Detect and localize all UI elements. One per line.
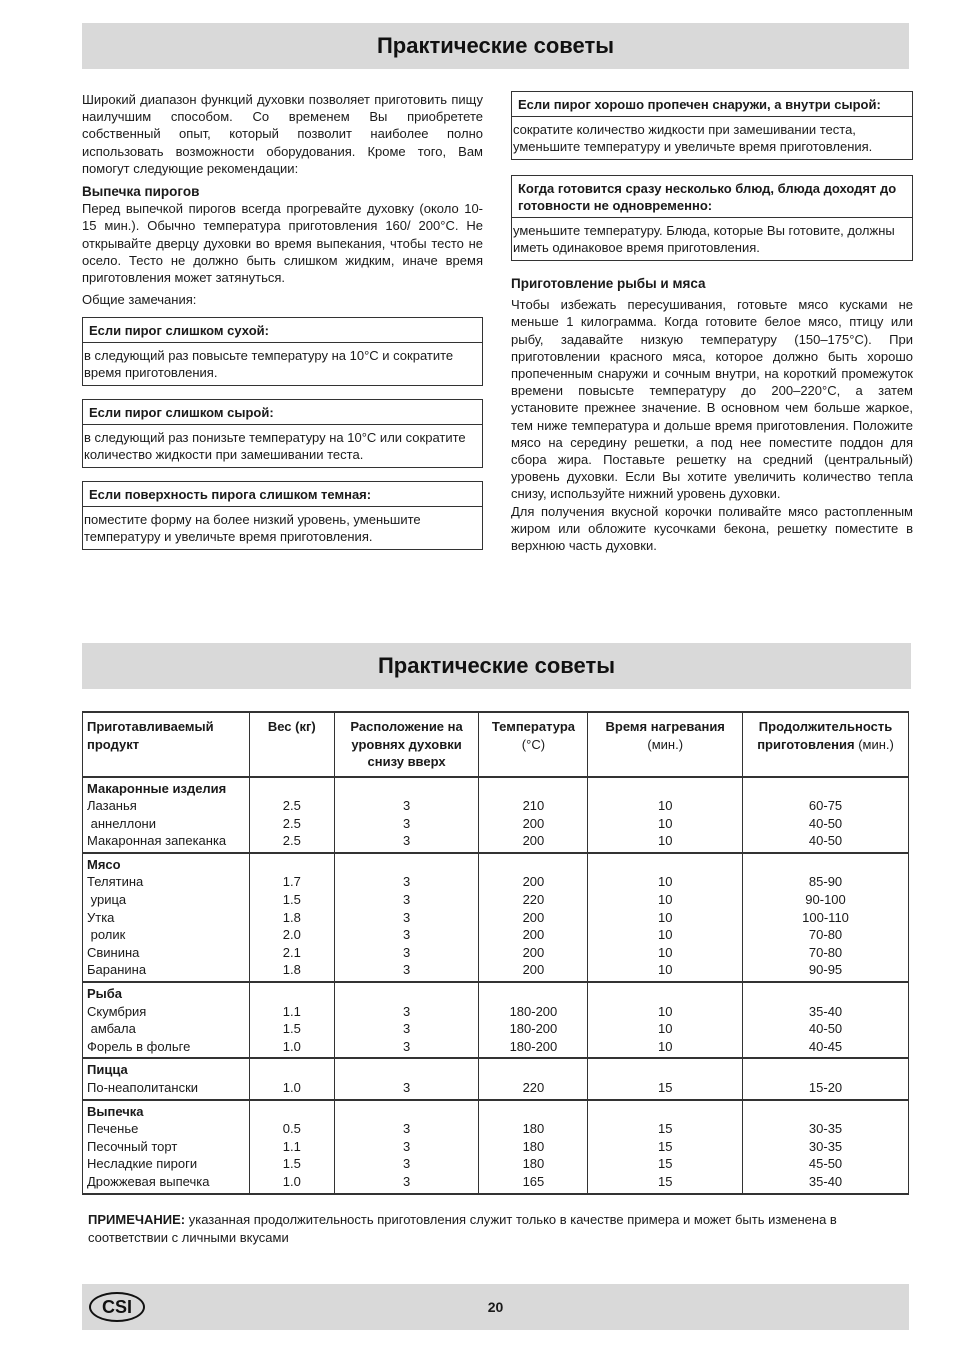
cell-preheat bbox=[588, 853, 743, 982]
table-group bbox=[83, 853, 909, 982]
product-name: Лазанья bbox=[87, 798, 137, 814]
value-level: 3 bbox=[402, 892, 411, 908]
cell-product bbox=[83, 1058, 250, 1099]
value-temp: 220 bbox=[522, 1080, 545, 1095]
value-temp: 200 bbox=[522, 833, 545, 849]
value-temp: 180-200 bbox=[509, 1003, 558, 1019]
table-header-row bbox=[83, 712, 909, 777]
left-column bbox=[82, 91, 483, 550]
cell-duration bbox=[743, 1058, 909, 1099]
value-temp: 200 bbox=[522, 944, 545, 960]
cell-temp bbox=[479, 982, 588, 1058]
value-level: 3 bbox=[402, 927, 411, 943]
value-weight: 1.8 bbox=[282, 909, 301, 925]
value-duration: 90-95 bbox=[808, 962, 843, 978]
group-title: Выпечка bbox=[87, 1103, 144, 1119]
meat-text: Чтобы избежать пересушивания, готовьте мясо кусками не меньше 1 килограмма. Когда готовите белое мясо, птицу или рыбу, задавайте низкую температуру (150–175°С). При приготовлении красного мяса, которое должно быть хорошо пропеченным снаружи и сочным внутри, на короткий промежуток времени повысьте температуру до 200–220°С, а затем установите прежнее значение. В основном чем больше жаркое, тем ниже температура и дольше время приготовления. Положите мясо на середину решетки, а под нее поместите поддон для сбора жира. Поставьте решетку на средний (центральный) уровень духовки. Если Вы хотите увеличить количество тепла снизу, используйте нижний уровень духовки. bbox=[511, 297, 913, 502]
csi-logo: CSI bbox=[89, 1292, 145, 1322]
value-duration: 40-50 bbox=[808, 833, 843, 849]
value-level: 3 bbox=[402, 1003, 411, 1019]
value-level: 3 bbox=[402, 1038, 411, 1054]
cell-preheat bbox=[588, 982, 743, 1058]
right-tip-box bbox=[511, 91, 913, 160]
value-temp: 200 bbox=[522, 927, 545, 943]
product-name: По-неаполитански bbox=[87, 1080, 199, 1095]
cell-product bbox=[83, 853, 250, 982]
right-tip-box bbox=[511, 175, 913, 261]
value-weight: 2.0 bbox=[282, 927, 301, 943]
baking-text: Перед выпечкой пирогов всегда прогревайте духовку (около 10-15 мин.). Обычно температура приготовления 160/ 200°С. Не открывайте дверцу духовки во время выпекания, чтобы тесто не осело. Тесто не должно быть слишком жидким, иначе время приготовления может затянуться. bbox=[82, 201, 483, 286]
cell-preheat bbox=[588, 1058, 743, 1099]
note-label: ПРИМЕЧАНИЕ: bbox=[88, 1212, 186, 1227]
value-preheat: 10 bbox=[657, 927, 673, 943]
table-group-row bbox=[83, 982, 909, 1058]
value-temp: 180-200 bbox=[509, 1038, 558, 1054]
cell-product bbox=[83, 777, 250, 853]
cell-duration bbox=[743, 777, 909, 853]
product-name: Утка bbox=[87, 909, 115, 925]
product-name: ролик bbox=[87, 927, 126, 943]
cell-temp bbox=[479, 853, 588, 982]
cell-level bbox=[334, 982, 479, 1058]
tip-box-title: Если поверхность пирога слишком темная: bbox=[83, 482, 482, 507]
value-preheat: 10 bbox=[657, 944, 673, 960]
intro-text: Широкий диапазон функций духовки позволяет приготовить пищу наилучшим способом. Со временем Вы приобретете собственный опыт, который позволит наиболее полно использовать возможности оборудования. Кроме того, Вам помогут следующие рекомендации: bbox=[82, 92, 483, 176]
value-temp: 200 bbox=[522, 909, 545, 925]
tip-box-title: Если пирог хорошо пропечен снаружи, а внутри сырой: bbox=[512, 92, 912, 117]
cell-duration bbox=[743, 853, 909, 982]
value-duration: 30-35 bbox=[808, 1138, 843, 1154]
cell-weight bbox=[249, 777, 334, 853]
value-level: 3 bbox=[402, 1080, 411, 1095]
tip-box-title: Когда готовится сразу несколько блюд, блюда доходят до готовности не одновременно: bbox=[512, 176, 912, 218]
value-temp: 180 bbox=[522, 1138, 545, 1154]
value-duration: 15-20 bbox=[808, 1080, 843, 1095]
cell-level bbox=[334, 777, 479, 853]
group-title: Мясо bbox=[87, 856, 121, 872]
right-column bbox=[511, 91, 913, 554]
product-name: Несладкие пироги bbox=[87, 1156, 198, 1172]
table-group-row bbox=[83, 777, 909, 853]
left-tip-box bbox=[82, 399, 483, 468]
table-group bbox=[83, 777, 909, 853]
value-temp: 180 bbox=[522, 1121, 545, 1137]
right-tip-boxes bbox=[511, 91, 913, 261]
cell-weight bbox=[249, 853, 334, 982]
cooking-table bbox=[82, 711, 909, 1195]
tip-box-body: сократите количество жидкости при замешивании теста, уменьшите температуру и увеличьте время приготовления. bbox=[513, 122, 873, 154]
header-weight: Вес (кг) bbox=[249, 712, 334, 777]
value-weight: 2.1 bbox=[282, 944, 301, 960]
cell-temp bbox=[479, 777, 588, 853]
value-duration: 35-40 bbox=[808, 1003, 843, 1019]
product-name: Дрожжевая выпечка bbox=[87, 1173, 210, 1189]
product-name: Телятина bbox=[87, 874, 144, 890]
value-weight: 1.0 bbox=[282, 1080, 301, 1095]
cell-level bbox=[334, 1100, 479, 1194]
footer-bar bbox=[82, 1284, 909, 1330]
value-temp: 165 bbox=[522, 1173, 545, 1189]
value-weight: 0.5 bbox=[282, 1121, 301, 1137]
value-temp: 200 bbox=[522, 874, 545, 890]
value-preheat: 15 bbox=[657, 1138, 673, 1154]
value-temp: 180 bbox=[522, 1156, 545, 1172]
product-name: Свинина bbox=[87, 944, 140, 960]
note-text: указанная продолжительность приготовления служит только в качестве примера и может быть изменена в соответствии с личными вкусами bbox=[88, 1212, 837, 1245]
value-weight: 2.5 bbox=[282, 815, 301, 831]
value-preheat: 10 bbox=[657, 909, 673, 925]
product-name: амбала bbox=[87, 1021, 136, 1037]
table-group-row bbox=[83, 1100, 909, 1194]
product-name: Скумбрия bbox=[87, 1003, 147, 1019]
group-title: Рыба bbox=[87, 986, 123, 1002]
table-note bbox=[88, 1211, 908, 1247]
table-group-row bbox=[83, 1058, 909, 1099]
product-name: урица bbox=[87, 892, 127, 908]
cell-product bbox=[83, 1100, 250, 1194]
tip-box-title: Если пирог слишком сырой: bbox=[83, 400, 482, 425]
table-group bbox=[83, 1058, 909, 1099]
left-tip-box bbox=[82, 481, 483, 550]
value-duration: 90-100 bbox=[805, 892, 846, 908]
value-duration: 100-110 bbox=[802, 909, 849, 925]
value-level: 3 bbox=[402, 798, 411, 814]
value-preheat: 10 bbox=[657, 798, 673, 814]
value-preheat: 15 bbox=[657, 1156, 673, 1172]
value-preheat: 10 bbox=[657, 962, 673, 978]
meat-heading: Приготовление рыбы и мяса bbox=[511, 276, 706, 291]
cell-product bbox=[83, 982, 250, 1058]
value-duration: 40-50 bbox=[808, 1021, 843, 1037]
product-name: Печенье bbox=[87, 1121, 139, 1137]
tip-box-body: в следующий раз понизьте температуру на 10°С или сократите количество жидкости при замешивании теста. bbox=[84, 430, 466, 463]
value-preheat: 15 bbox=[657, 1173, 673, 1189]
value-weight: 1.5 bbox=[282, 1021, 301, 1037]
cell-duration bbox=[743, 1100, 909, 1194]
cell-weight bbox=[249, 1058, 334, 1099]
cell-weight bbox=[249, 982, 334, 1058]
cell-level bbox=[334, 853, 479, 982]
table-title: Практические советы bbox=[82, 643, 911, 689]
value-level: 3 bbox=[402, 1156, 411, 1172]
value-duration: 70-80 bbox=[808, 944, 843, 960]
header-temp: Температура (°С) bbox=[479, 712, 588, 777]
value-duration: 40-45 bbox=[808, 1038, 843, 1054]
product-name: Песочный торт bbox=[87, 1138, 178, 1154]
value-weight: 2.5 bbox=[282, 798, 301, 814]
value-level: 3 bbox=[402, 1138, 411, 1154]
table-group bbox=[83, 982, 909, 1058]
cell-weight bbox=[249, 1100, 334, 1194]
value-preheat: 15 bbox=[657, 1080, 673, 1095]
value-duration: 60-75 bbox=[808, 798, 843, 814]
value-weight: 1.5 bbox=[282, 1156, 301, 1172]
value-weight: 1.8 bbox=[282, 962, 301, 978]
value-level: 3 bbox=[402, 874, 411, 890]
value-duration: 40-50 bbox=[808, 815, 843, 831]
value-weight: 1.1 bbox=[282, 1138, 301, 1154]
cell-temp bbox=[479, 1100, 588, 1194]
value-weight: 1.0 bbox=[282, 1173, 301, 1189]
value-level: 3 bbox=[402, 962, 411, 978]
value-level: 3 bbox=[402, 815, 411, 831]
value-preheat: 10 bbox=[657, 1038, 673, 1054]
value-duration: 70-80 bbox=[808, 927, 843, 943]
value-weight: 1.5 bbox=[282, 892, 301, 908]
header-level: Расположение на уровнях духовки снизу вверх bbox=[334, 712, 479, 777]
header-product: Приготавливаемый продукт bbox=[83, 712, 250, 777]
value-weight: 1.7 bbox=[282, 874, 301, 890]
value-preheat: 15 bbox=[657, 1121, 673, 1137]
cell-duration bbox=[743, 982, 909, 1058]
value-temp: 180-200 bbox=[509, 1021, 558, 1037]
group-title: Пицца bbox=[87, 1062, 128, 1078]
value-level: 3 bbox=[402, 1021, 411, 1037]
value-duration: 45-50 bbox=[808, 1156, 843, 1172]
value-level: 3 bbox=[402, 1121, 411, 1137]
tip-box-body: в следующий раз повысьте температуру на 10°С и сократите время приготовления. bbox=[84, 348, 454, 381]
value-temp: 220 bbox=[522, 892, 545, 908]
value-duration: 35-40 bbox=[808, 1173, 843, 1189]
product-name: Форель в фольге bbox=[87, 1038, 191, 1054]
cell-level bbox=[334, 1058, 479, 1099]
header-preheat: Время нагревания (мин.) bbox=[588, 712, 743, 777]
cell-temp bbox=[479, 1058, 588, 1099]
cell-preheat bbox=[588, 1100, 743, 1194]
value-preheat: 10 bbox=[657, 892, 673, 908]
value-temp: 210 bbox=[522, 798, 545, 814]
header-duration: Продолжительность приготовления (мин.) bbox=[743, 712, 909, 777]
value-preheat: 10 bbox=[657, 1003, 673, 1019]
product-name: аннеллони bbox=[87, 815, 156, 831]
baking-heading: Выпечка пирогов bbox=[82, 184, 200, 200]
cell-preheat bbox=[588, 777, 743, 853]
product-name: Баранина bbox=[87, 962, 147, 978]
tip-box-body: уменьшите температуру. Блюда, которые Вы готовите, должны иметь одинаковое время приготовления. bbox=[513, 223, 895, 255]
product-name: Макаронная запеканка bbox=[87, 833, 227, 849]
value-level: 3 bbox=[402, 944, 411, 960]
top-title: Практические советы bbox=[82, 23, 909, 69]
table-group bbox=[83, 1100, 909, 1194]
value-level: 3 bbox=[402, 1173, 411, 1189]
value-weight: 1.0 bbox=[282, 1038, 301, 1054]
value-level: 3 bbox=[402, 909, 411, 925]
value-duration: 85-90 bbox=[808, 874, 843, 890]
value-weight: 2.5 bbox=[282, 833, 301, 849]
value-duration: 30-35 bbox=[808, 1121, 843, 1137]
value-temp: 200 bbox=[522, 962, 545, 978]
group-title: Макаронные изделия bbox=[87, 780, 227, 796]
left-tip-boxes bbox=[82, 317, 483, 550]
value-preheat: 10 bbox=[657, 833, 673, 849]
value-weight: 1.1 bbox=[282, 1003, 301, 1019]
left-tip-box bbox=[82, 317, 483, 386]
table-group-row bbox=[83, 853, 909, 982]
meat-text-2: Для получения вкусной корочки поливайте мясо растопленным жиром или обложите кусочками бекона, решетку поместите в верхнюю часть духовки. bbox=[511, 503, 913, 554]
value-preheat: 10 bbox=[657, 874, 673, 890]
value-preheat: 10 bbox=[657, 815, 673, 831]
general-notes-label: Общие замечания: bbox=[82, 292, 197, 308]
tip-box-title: Если пирог слишком сухой: bbox=[83, 318, 482, 343]
value-level: 3 bbox=[402, 833, 411, 849]
value-temp: 200 bbox=[522, 815, 545, 831]
page-number: 20 bbox=[487, 1299, 504, 1315]
value-preheat: 10 bbox=[657, 1021, 673, 1037]
tip-box-body: поместите форму на более низкий уровень, уменьшите температуру и увеличьте время приготовления. bbox=[84, 512, 421, 545]
